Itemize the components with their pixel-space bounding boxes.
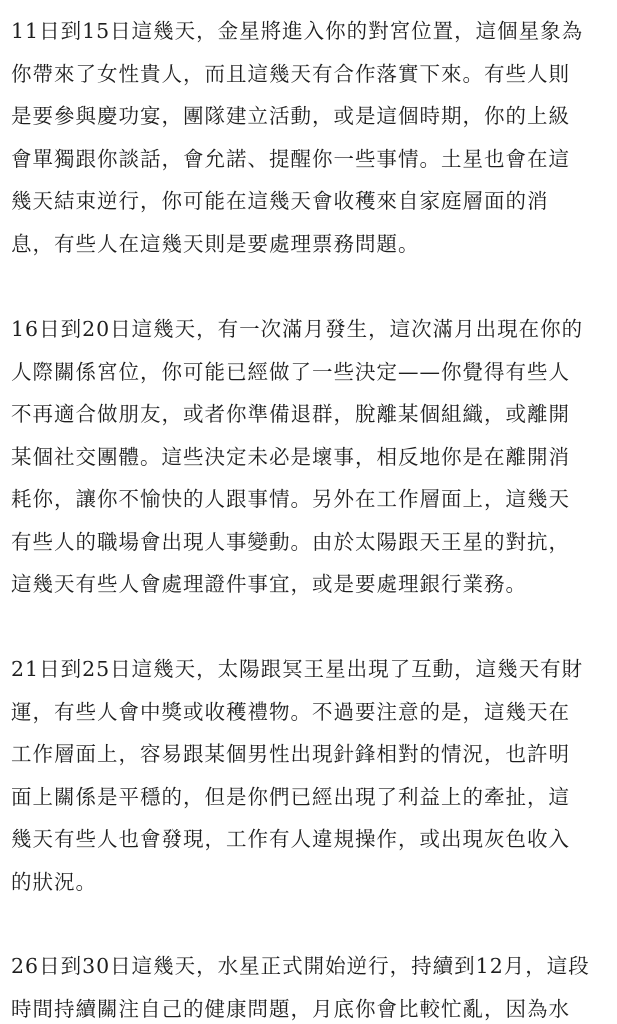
text-line: 這幾天有些人會處理證件事宜，或是要處理銀行業務。: [11, 572, 527, 596]
text-line: 的狀況。: [11, 869, 97, 894]
paragraph-days-11-15: [11, 10, 609, 265]
text-line: 運，有些人會中獎或收穫禮物。不過要注意的是，這幾天在: [11, 699, 570, 724]
paragraph-days-16-20: [11, 308, 609, 606]
text-line: 時間持續關注自己的健康問題，月底你會比較忙亂，因為水: [11, 996, 570, 1021]
text-line: 是要參與慶功宴，團隊建立活動，或是這個時期，你的上級: [11, 104, 570, 128]
text-line: 幾天結束逆行，你可能在這幾天會收穫來自家庭層面的消: [11, 189, 549, 213]
text-line: 你帶來了女性貴人，而且這幾天有合作落實下來。有些人則: [11, 61, 570, 86]
text-line: 工作層面上，容易跟某個男性出現針鋒相對的情況，也許明: [11, 742, 570, 766]
paragraph-days-21-25: [11, 648, 609, 903]
text-line: 不再適合做朋友，或者你準備退群，脫離某個組織，或離開: [11, 402, 570, 426]
text-line: 11日到15日這幾天，金星將進入你的對宮位置，這個星象為: [11, 19, 584, 43]
text-line: 面上關係是平穩的，但是你們已經出現了利益上的牽扯，這: [11, 784, 570, 809]
text-line: 26日到30日這幾天，水星正式開始逆行，持續到12月，這段: [11, 954, 590, 978]
text-line: 某個社交團體。這些決定未必是壞事，相反地你是在離開消: [11, 444, 570, 469]
text-line: 耗你，讓你不愉快的人跟事情。另外在工作層面上，這幾天: [11, 487, 570, 511]
text-line: 16日到20日這幾天，有一次滿月發生，這次滿月出現在你的: [11, 317, 584, 341]
text-line: 息，有些人在這幾天則是要處理票務問題。: [11, 231, 420, 256]
text-line: 有些人的職場會出現人事變動。由於太陽跟天王星的對抗，: [11, 529, 570, 554]
text-line: 幾天有些人也會發現，工作有人違規操作，或出現灰色收入: [11, 827, 570, 851]
text-line: 會單獨跟你談話，會允諾、提醒你一些事情。土星也會在這: [11, 146, 570, 171]
text-line: 21日到25日這幾天，太陽跟冥王星出現了互動，這幾天有財: [11, 657, 584, 681]
paragraph-days-26-30: [11, 945, 609, 1024]
text-line: 人際關係宮位，你可能已經做了一些決定——你覺得有些人: [11, 359, 570, 384]
